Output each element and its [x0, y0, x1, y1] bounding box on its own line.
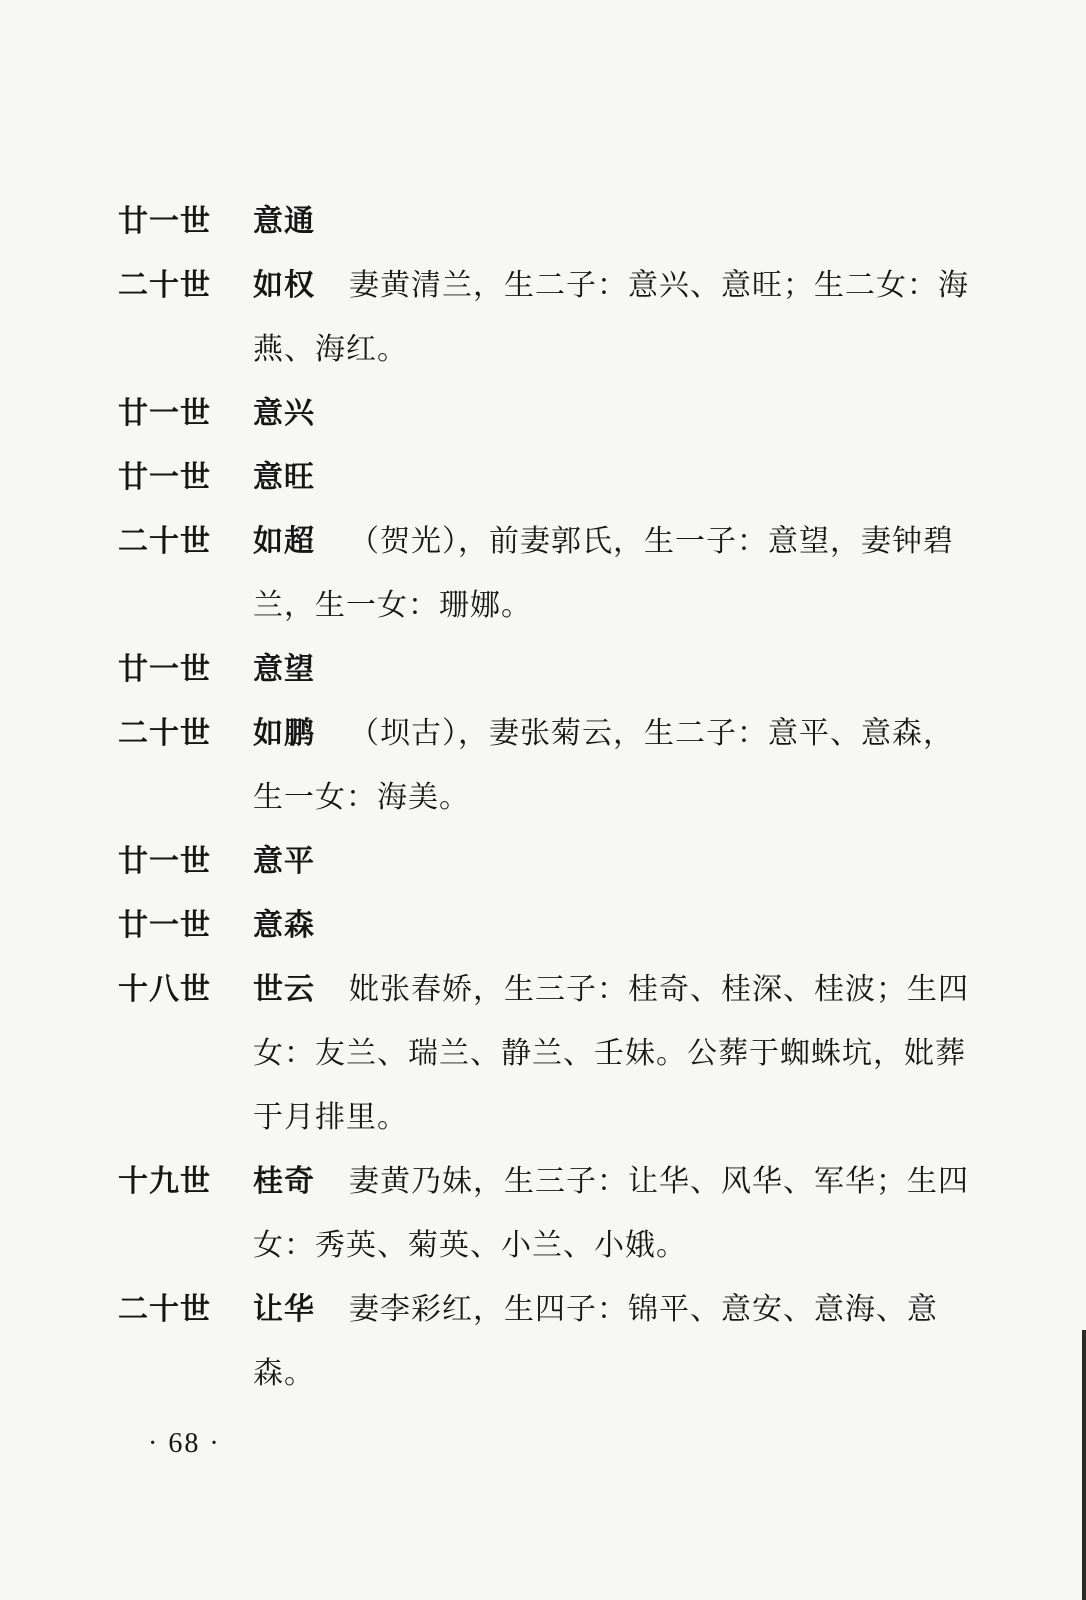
entry-text: （坝古），妻张菊云，生二子：意平、意森，生一女：海美。 [253, 716, 954, 815]
genealogy-entry [118, 894, 978, 958]
generation-label: 十九世 [118, 1164, 211, 1199]
generation-label: 廿一世 [118, 844, 211, 879]
genealogy-entry [118, 1150, 978, 1278]
genealogy-entry [118, 830, 978, 894]
entry-text: 妻黄清兰，生二子：意兴、意旺；生二女：海燕、海红。 [253, 268, 969, 367]
genealogy-entry [118, 958, 978, 1150]
generation-label: 廿一世 [118, 460, 211, 495]
person-name: 让华 [253, 1292, 315, 1327]
genealogy-entries [118, 190, 978, 1406]
person-name: 意兴 [253, 396, 315, 431]
generation-label: 十八世 [118, 972, 211, 1007]
person-name: 意森 [253, 908, 315, 943]
entry-text: 妣张春娇，生三子：桂奇、桂深、桂波；生四女：友兰、瑞兰、静兰、壬妹。公葬于蜘蛛坑，妣葬于月排里。 [253, 972, 969, 1135]
entry-text: 妻李彩红，生四子：锦平、意安、意海、意森。 [253, 1292, 938, 1391]
genealogy-entry [118, 510, 978, 638]
page-number: · 68 · [148, 1428, 221, 1459]
person-name: 世云 [253, 972, 315, 1007]
genealogy-entry [118, 702, 978, 830]
entry-text: 妻黄乃妹，生三子：让华、风华、军华；生四女：秀英、菊英、小兰、小娥。 [253, 1164, 969, 1263]
person-name: 如超 [253, 524, 315, 559]
entry-text: （贺光），前妻郭氏，生一子：意望，妻钟碧兰，生一女：珊娜。 [253, 524, 954, 623]
generation-label: 廿一世 [118, 396, 211, 431]
genealogy-entry [118, 382, 978, 446]
generation-label: 二十世 [118, 1292, 211, 1327]
person-name: 意望 [253, 652, 315, 687]
generation-label: 二十世 [118, 524, 211, 559]
generation-label: 廿一世 [118, 204, 211, 239]
genealogy-entry [118, 254, 978, 382]
genealogy-entry [118, 638, 978, 702]
person-name: 如权 [253, 268, 315, 303]
generation-label: 廿一世 [118, 652, 211, 687]
person-name: 桂奇 [253, 1164, 315, 1199]
person-name: 意旺 [253, 460, 315, 495]
genealogy-entry [118, 446, 978, 510]
generation-label: 二十世 [118, 716, 211, 751]
person-name: 如鹏 [253, 716, 315, 751]
scan-edge-mark [1082, 1330, 1086, 1600]
genealogy-entry [118, 190, 978, 254]
generation-label: 廿一世 [118, 908, 211, 943]
genealogy-entry [118, 1278, 978, 1406]
person-name: 意通 [253, 204, 315, 239]
generation-label: 二十世 [118, 268, 211, 303]
person-name: 意平 [253, 844, 315, 879]
